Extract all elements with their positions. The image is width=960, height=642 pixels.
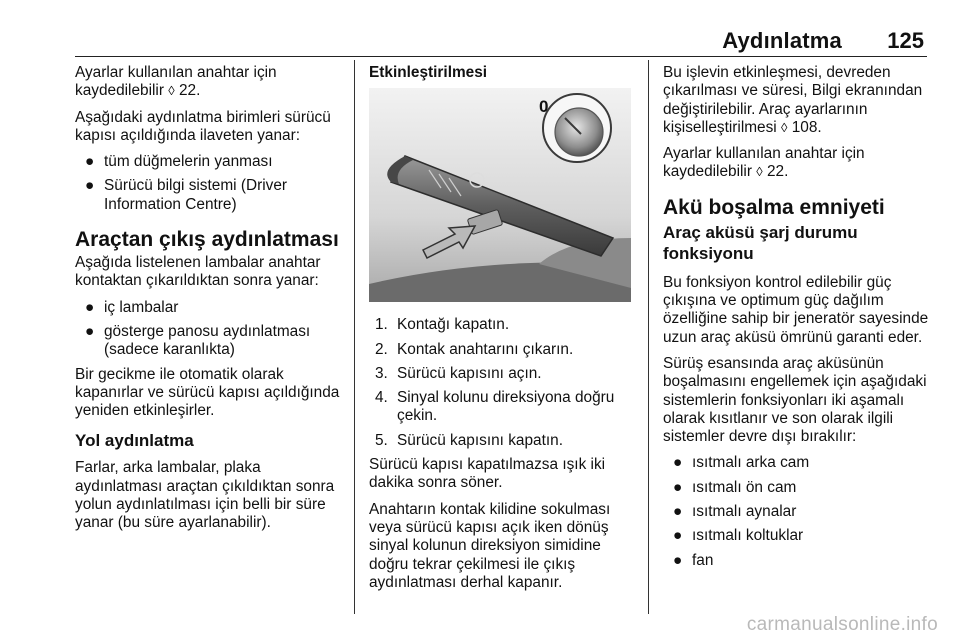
step-number: 3. xyxy=(375,364,388,382)
steps-list xyxy=(369,316,633,450)
list-item-text: ısıtmalı koltuklar xyxy=(692,527,804,545)
paragraph: Aşağıda listelenen lambalar anahtar kontaktan çıkarıldıktan sonra yanar: xyxy=(75,254,321,290)
section-heading: Akü boşalma emniyeti xyxy=(663,195,885,219)
ignition-position-label: 0 xyxy=(539,97,549,117)
bullet-icon: ● xyxy=(673,551,683,569)
paragraph-text: Bu işlevin etkinleşmesi, devreden çıkarılması ve süresi, Bilgi ekranından değiştirilebilir. Araç ayarlarının kişiselleştirilmesi xyxy=(663,64,923,136)
turn-signal-lever-illustration xyxy=(369,88,631,302)
paragraph xyxy=(663,145,931,182)
subsection-heading: Araç aküsü şarj durumu fonksiyonu xyxy=(663,222,858,263)
page-reference: 22. xyxy=(766,163,789,181)
bullet-icon: ● xyxy=(85,322,95,340)
bullet-list xyxy=(663,454,931,569)
column-divider xyxy=(354,60,355,614)
paragraph xyxy=(75,64,347,101)
subsection-heading: Yol aydınlatma xyxy=(75,431,194,451)
lever-drawing xyxy=(369,88,631,302)
bullet-list xyxy=(75,299,347,360)
paragraph xyxy=(663,64,931,137)
list-item-text: tüm düğmelerin yanması xyxy=(104,153,273,171)
bullet-icon: ● xyxy=(673,527,683,545)
list-item xyxy=(75,177,347,214)
list-item xyxy=(75,153,347,171)
list-item xyxy=(663,454,931,472)
paragraph: Aşağıdaki aydınlatma birimleri sürücü kapısı açıldığında ilaveten yanar: xyxy=(75,108,331,144)
step-number: 5. xyxy=(375,431,388,449)
subsection-heading: Etkinleştirilmesi xyxy=(369,64,488,81)
list-item xyxy=(663,527,931,545)
bullet-list xyxy=(75,153,347,214)
page-reference: 108. xyxy=(791,118,822,136)
reference-arrow-icon: ◊ xyxy=(168,83,175,99)
header-title: Aydınlatma xyxy=(722,28,842,53)
bullet-icon: ● xyxy=(673,478,683,496)
bullet-icon: ● xyxy=(673,503,683,521)
list-item-text: ısıtmalı arka cam xyxy=(692,454,810,472)
list-item xyxy=(369,389,633,426)
step-number: 2. xyxy=(375,340,388,358)
list-item xyxy=(75,299,347,317)
step-number: 4. xyxy=(375,389,388,407)
column-1 xyxy=(75,64,347,541)
list-item xyxy=(369,365,633,383)
watermark: carmanualsonline.info xyxy=(746,614,938,635)
paragraph-text: Ayarlar kullanılan anahtar için kaydedilebilir xyxy=(75,64,277,100)
bullet-icon: ● xyxy=(85,177,95,195)
paragraph-text: Ayarlar kullanılan anahtar için kaydedilebilir xyxy=(663,145,865,181)
step-text: Kontak anahtarını çıkarın. xyxy=(397,340,574,358)
column-divider xyxy=(648,60,649,614)
bullet-icon: ● xyxy=(85,298,95,316)
paragraph: Sürücü kapısı kapatılmazsa ışık iki dakika sonra söner. xyxy=(369,456,606,492)
list-item xyxy=(369,432,633,450)
header-rule xyxy=(75,56,927,57)
list-item xyxy=(369,341,633,359)
step-text: Kontağı kapatın. xyxy=(397,316,510,334)
page-reference: 22. xyxy=(178,82,201,100)
step-text: Sürücü kapısını açın. xyxy=(397,364,542,382)
column-2 xyxy=(369,64,633,600)
list-item xyxy=(663,503,931,521)
page-number: 125 xyxy=(887,28,924,53)
list-item xyxy=(369,316,633,334)
step-number: 1. xyxy=(375,316,388,334)
list-item-text: ısıtmalı ön cam xyxy=(692,478,797,496)
step-text: Sürücü kapısını kapatın. xyxy=(397,431,563,449)
list-item xyxy=(663,552,931,570)
list-item-text: ısıtmalı aynalar xyxy=(692,503,797,521)
list-item xyxy=(663,479,931,497)
paragraph: Bu fonksiyon kontrol edilebilir güç çıkışına ve optimum güç dağılım özelliğine sahip bir jeneratör sayesinde uzun araç aküsü ömrünü garanti eder. xyxy=(663,273,929,346)
page-header xyxy=(0,0,960,60)
section-heading: Araçtan çıkış aydınlatması xyxy=(75,228,339,252)
list-item-text: iç lambalar xyxy=(104,298,179,316)
reference-arrow-icon: ◊ xyxy=(756,164,763,180)
paragraph: Sürüş esansında araç aküsünün boşalmasını engellemek için aşağıdaki sistemlerin fonksiyonları iki aşamalı olarak kısıtlanır ve son olarak ilgili sistemler devre dışı bırakılır: xyxy=(663,354,927,446)
reference-arrow-icon: ◊ xyxy=(781,119,788,135)
paragraph: Farlar, arka lambalar, plaka aydınlatması araçtan çıkıldıktan sonra yolun aydınlatılması için belli bir süre yanar (bu süre ayarlanabilir). xyxy=(75,459,335,532)
list-item-text: gösterge panosu aydınlatması (sadece karanlıkta) xyxy=(104,322,311,359)
paragraph: Bir gecikme ile otomatik olarak kapanırlar ve sürücü kapısı açıldığında yeniden etkinleşirler. xyxy=(75,365,340,420)
list-item-text: fan xyxy=(692,551,714,569)
column-3 xyxy=(663,64,931,576)
bullet-icon: ● xyxy=(85,153,95,171)
paragraph: Anahtarın kontak kilidine sokulması veya sürücü kapısı açık iken dönüş sinyal kolunun direksiyon simidine doğru tekrar çekilmesi ile çıkış aydınlatması derhal kapanır. xyxy=(369,500,611,591)
list-item xyxy=(75,323,347,360)
bullet-icon: ● xyxy=(673,454,683,472)
list-item-text: Sürücü bilgi sistemi (Driver Information Centre) xyxy=(104,177,288,213)
step-text: Sinyal kolunu direksiyona doğru çekin. xyxy=(397,389,615,425)
